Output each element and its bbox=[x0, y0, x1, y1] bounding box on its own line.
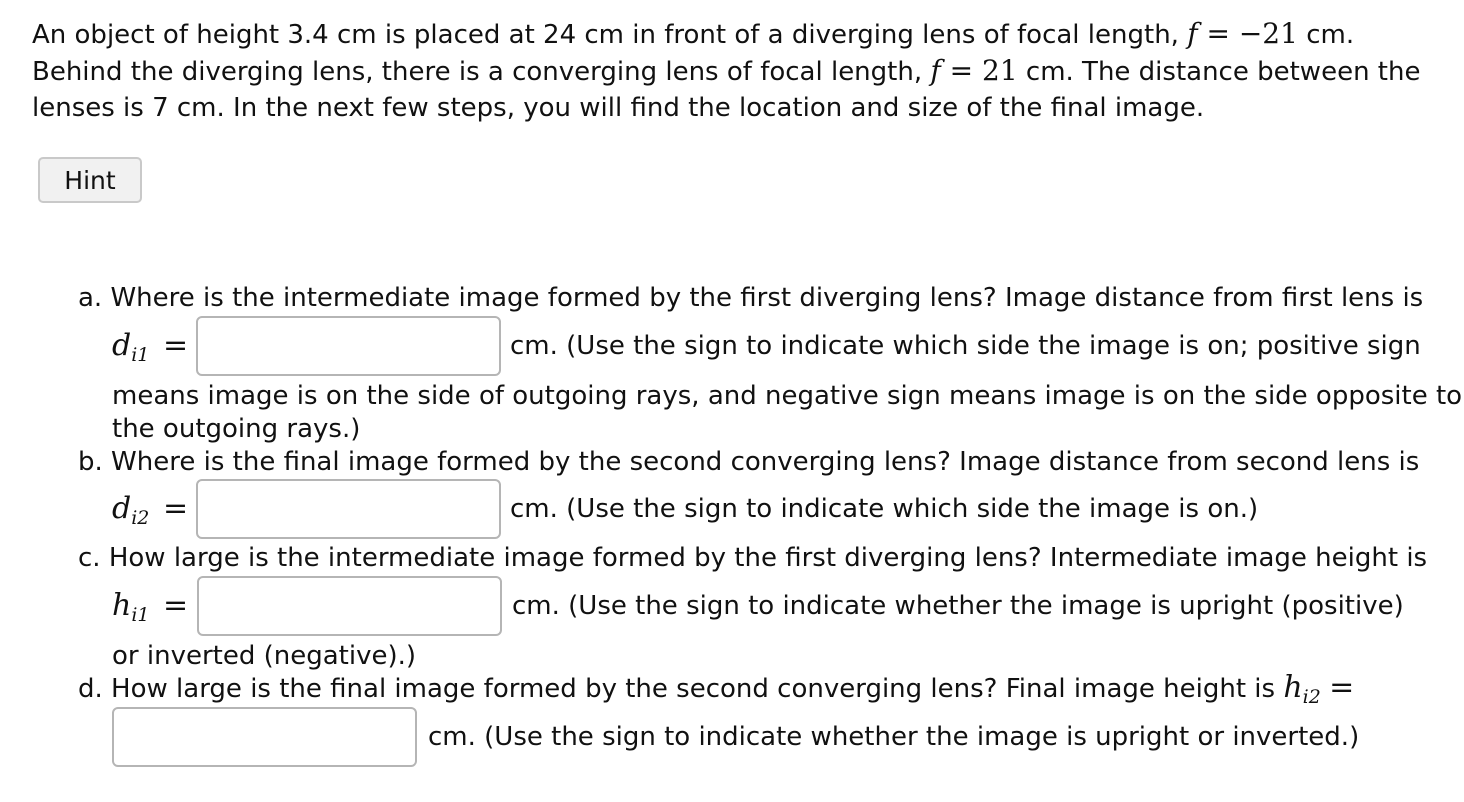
question-a-note-cont-2: the outgoing rays.) bbox=[112, 414, 361, 444]
equals-sign: = bbox=[163, 491, 189, 526]
question-b-prompt bbox=[78, 446, 1419, 478]
question-a-unit-note: cm. (Use the sign to indicate which side the image is on; positive sign bbox=[510, 331, 1421, 361]
question-c-text: How large is the intermediate image formed by the first diverging lens? Intermediate image height is bbox=[108, 543, 1428, 573]
question-c-unit-note: cm. (Use the sign to indicate whether the image is upright (positive) bbox=[512, 591, 1404, 621]
variable-subscript: i1 bbox=[131, 604, 150, 626]
variable-letter: h bbox=[112, 588, 132, 623]
variable-letter: d bbox=[112, 491, 132, 526]
variable-subscript: i2 bbox=[1302, 686, 1321, 708]
focal-value-2: = 21 bbox=[940, 54, 1018, 87]
equals-sign: = bbox=[163, 588, 189, 623]
focal-symbol-f1: f bbox=[1187, 17, 1198, 50]
question-b-text: Where is the final image formed by the second converging lens? Image distance from second lens is bbox=[111, 447, 1420, 477]
intro-text-2b: cm. The distance between the bbox=[1017, 57, 1421, 87]
answer-input-h-i2[interactable] bbox=[112, 707, 417, 767]
variable-h-i2 bbox=[1283, 670, 1321, 708]
question-a-prompt bbox=[78, 282, 1423, 314]
question-b-letter: b. bbox=[78, 447, 103, 477]
question-c-prompt bbox=[78, 542, 1427, 574]
answer-input-d-i2[interactable] bbox=[196, 479, 501, 539]
question-c-letter: c. bbox=[78, 543, 101, 573]
question-d-text: How large is the final image formed by the second converging lens? Final image height is bbox=[111, 674, 1284, 704]
question-d-letter: d. bbox=[78, 674, 103, 704]
equals-sign: = bbox=[163, 328, 189, 363]
intro-text-1a: An object of height 3.4 cm is placed at 24 cm in front of a diverging lens of focal length, bbox=[32, 20, 1188, 50]
variable-subscript: i2 bbox=[131, 507, 150, 529]
answer-input-d-i1[interactable] bbox=[196, 316, 501, 376]
variable-letter: h bbox=[1283, 670, 1303, 705]
answer-input-h-i1[interactable] bbox=[197, 576, 502, 636]
question-c-note-cont-1: or inverted (negative).) bbox=[112, 641, 417, 671]
focal-value-1: = −21 bbox=[1197, 17, 1298, 50]
intro-text-2a: Behind the diverging lens, there is a converging lens of focal length, bbox=[32, 57, 931, 87]
question-a-letter: a. bbox=[78, 283, 103, 313]
variable-letter: d bbox=[112, 328, 132, 363]
variable-subscript: i1 bbox=[131, 344, 150, 366]
focal-symbol-f2: f bbox=[930, 54, 941, 87]
variable-d-i1 bbox=[112, 330, 149, 371]
equals-sign: = bbox=[1329, 670, 1355, 705]
variable-h-i1 bbox=[112, 590, 150, 631]
variable-d-i2 bbox=[112, 493, 149, 534]
intro-line-2 bbox=[32, 53, 1452, 90]
question-a-note-cont-1: means image is on the side of outgoing rays, and negative sign means image is on the side opposite to bbox=[112, 381, 1463, 411]
intro-line-1 bbox=[32, 16, 1452, 53]
intro-text-1b: cm. bbox=[1297, 20, 1355, 50]
problem-statement bbox=[32, 16, 1452, 126]
intro-line-3: lenses is 7 cm. In the next few steps, you will find the location and size of the final image. bbox=[32, 93, 1205, 123]
hint-button[interactable]: Hint bbox=[38, 157, 142, 203]
question-d-unit-note: cm. (Use the sign to indicate whether the image is upright or inverted.) bbox=[428, 722, 1360, 752]
question-b-unit-note: cm. (Use the sign to indicate which side the image is on.) bbox=[510, 494, 1259, 524]
question-a-text: Where is the intermediate image formed by the first diverging lens? Image distance from first lens is bbox=[110, 283, 1424, 313]
